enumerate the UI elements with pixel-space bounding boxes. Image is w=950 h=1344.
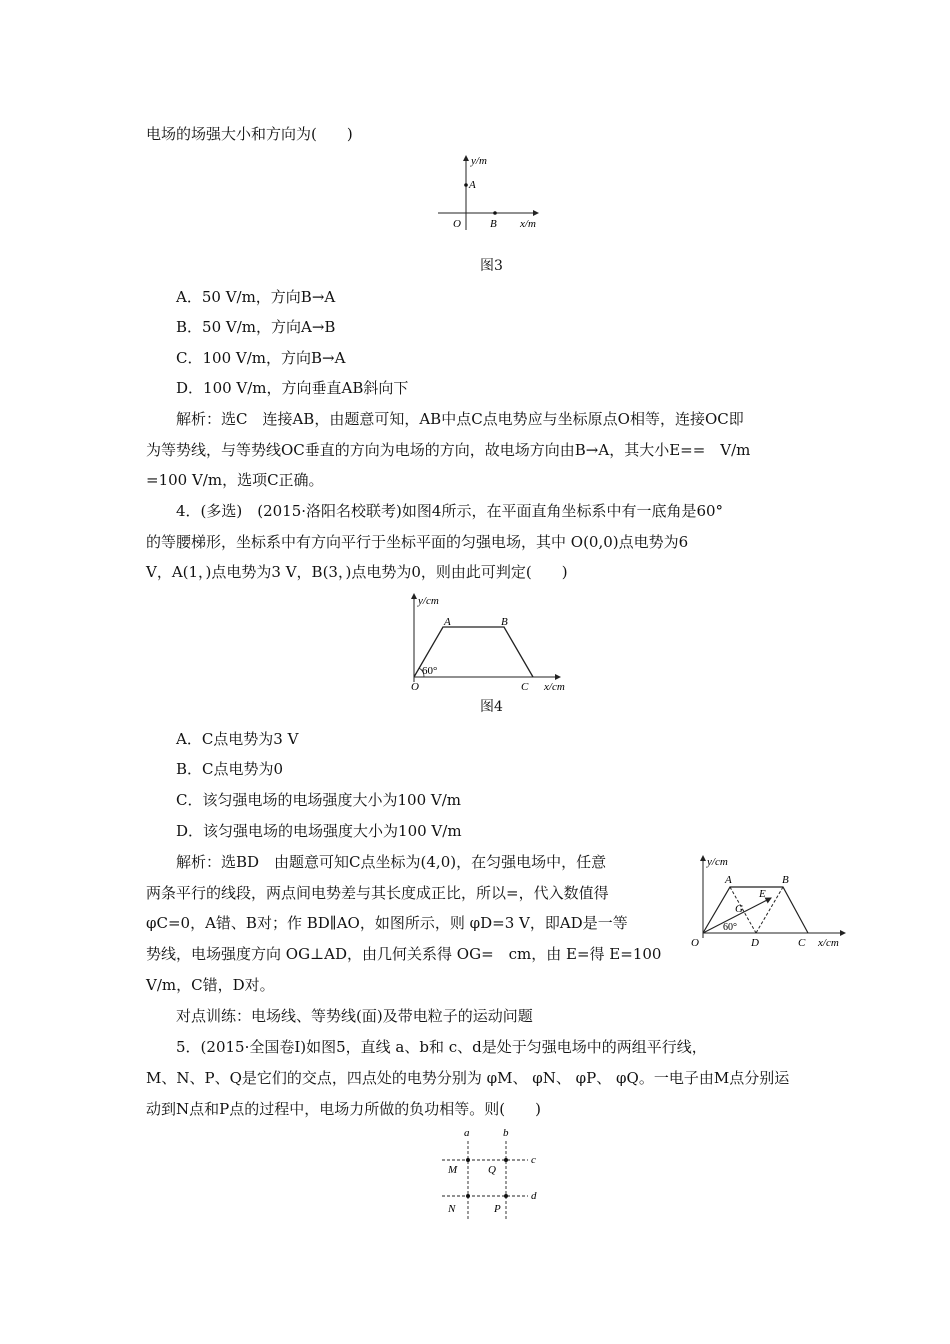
side-o-label: O: [691, 937, 699, 949]
fig3-point-a: [464, 183, 468, 187]
q4-analysis-line4: 势线，电场强度方向 OG⊥AD，由几何关系得 OG= cm，由 E=得 E=100: [146, 945, 662, 963]
q3-option-b: B．50 V/m，方向A→B: [176, 318, 336, 336]
q4-analysis-line2: 两条平行的线段，两点间电势差与其长度成正比，所以=，代入数值得: [146, 884, 609, 902]
fig3-y-label: y/m: [471, 155, 487, 167]
fig3-a-label: A: [469, 179, 476, 191]
fig5-point-m: [466, 1158, 470, 1162]
q3-option-a: A．50 V/m，方向B→A: [176, 288, 336, 306]
q4-analysis-line3: φC=0，A错、B对；作 BD∥AO，如图所示，则 φD=3 V，即AD是一等: [146, 914, 628, 932]
section-title: 对点训练：电场线、等势线(面)及带电粒子的运动问题: [176, 1007, 533, 1025]
fig5-a-label: a: [464, 1127, 470, 1139]
side-y-label: y/cm: [707, 856, 728, 868]
fig5-c-label: c: [531, 1154, 536, 1166]
fig5-q-label: Q: [488, 1164, 496, 1176]
side-a-label: A: [725, 874, 732, 886]
q5-stem-line2: M、N、P、Q是它们的交点，四点处的电势分别为 φM、 φN、 φP、 φQ。一电子由M点分别运: [146, 1069, 790, 1087]
q3-analysis-line3: =100 V/m，选项C正确。: [146, 471, 324, 489]
q4-stem-line3: V，A(1，)点电势为3 V，B(3，)点电势为0，则由此可判定( ): [146, 563, 568, 581]
q3-stem-tail: 电场的场强大小和方向为( ): [146, 125, 353, 143]
fig3-x-label: x/m: [520, 218, 536, 230]
q3-analysis-line1: 解析：选C 连接AB，由题意可知，AB中点C点电势应与坐标原点O相等，连接OC即: [176, 410, 744, 428]
fig5-b-label: b: [503, 1127, 509, 1139]
figure-3-caption: 图3: [480, 258, 503, 274]
q4-stem-line2: 的等腰梯形，坐标系中有方向平行于坐标平面的匀强电场，其中 O(0,0)点电势为6: [146, 533, 689, 551]
fig4-b-label: B: [501, 616, 508, 628]
q4-stem-line1: 4．(多选) (2015·洛阳名校联考)如图4所示，在平面直角坐标系中有一底角是60°: [176, 502, 724, 520]
figure-4-analysis: [685, 850, 855, 950]
fig5-m-label: M: [448, 1164, 458, 1176]
q5-stem-line1: 5．(2015·全国卷Ⅰ)如图5，直线 a、b和 c、d是处于匀强电场中的两组平行线，: [176, 1038, 707, 1056]
q4-option-a: A．C点电势为3 V: [176, 730, 299, 748]
fig4-a-label: A: [444, 616, 451, 628]
fig5-point-p: [504, 1194, 508, 1198]
fig3-b-label: B: [490, 218, 497, 230]
side-g-label: G: [735, 903, 743, 915]
fig5-p-label: P: [494, 1203, 501, 1215]
fig4-o-label: O: [411, 681, 419, 693]
q4-analysis-line1: 解析：选BD 由题意可知C点坐标为(4,0)，在匀强电场中，任意: [176, 853, 607, 871]
fig4-c-label: C: [521, 681, 529, 693]
side-d-label: D: [751, 937, 759, 949]
fig4-x-label: x/cm: [544, 681, 565, 693]
fig4-angle-label: 60°: [422, 665, 438, 677]
side-e-label: E: [759, 888, 766, 900]
fig5-point-n: [466, 1194, 470, 1198]
figure-4: [400, 590, 580, 695]
q4-analysis-line5: V/m，C错，D对。: [146, 976, 275, 994]
q3-option-d: D．100 V/m，方向垂直AB斜向下: [176, 379, 409, 397]
q3-option-c: C．100 V/m，方向B→A: [176, 349, 346, 367]
figure-4-caption: 图4: [480, 699, 503, 715]
fig5-d-label: d: [531, 1190, 537, 1202]
side-trapezoid: [703, 887, 808, 933]
fig3-point-b: [493, 211, 497, 215]
side-b-label: B: [782, 874, 789, 886]
fig5-point-q: [504, 1158, 508, 1162]
fig3-o-label: O: [453, 218, 461, 230]
q5-stem-line3: 动到N点和P点的过程中，电场力所做的负功相等。则( ): [146, 1100, 541, 1118]
figure-3: [430, 150, 550, 240]
side-c-label: C: [798, 937, 806, 949]
fig4-y-label: y/cm: [418, 595, 439, 607]
q4-option-b: B．C点电势为0: [176, 760, 284, 778]
figure-5: [438, 1125, 548, 1225]
fig5-n-label: N: [448, 1203, 456, 1215]
side-x-label: x/cm: [818, 937, 839, 949]
side-angle-label: 60°: [723, 922, 737, 933]
q4-option-d: D．该匀强电场的电场强度大小为100 V/m: [176, 822, 462, 840]
q4-option-c: C．该匀强电场的电场强度大小为100 V/m: [176, 791, 461, 809]
q3-analysis-line2: 为等势线，与等势线OC垂直的方向为电场的方向，故电场方向由B→A，其大小E== V/m: [146, 441, 751, 459]
